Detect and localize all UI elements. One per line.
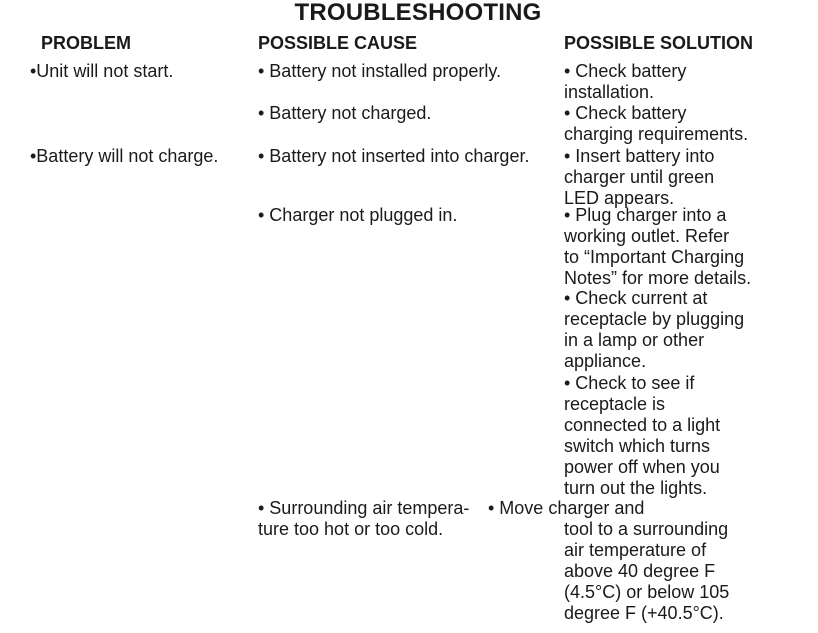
cause-air-temperature: • Surrounding air tempera- ture too hot or too cold. <box>258 498 470 539</box>
header-possible-solution: POSSIBLE SOLUTION <box>564 33 754 53</box>
solution-move-charger <box>488 498 729 624</box>
solution-move-charger-line: • Move charger and <box>488 498 645 518</box>
solution-check-current: • Check current at receptacle by plugging in a lamp or other appliance. <box>564 288 745 371</box>
solution-move-charger-line: degree F (+40.5°C). <box>564 603 724 623</box>
header-possible-cause: POSSIBLE CAUSE <box>258 33 418 53</box>
solution-move-charger-line: air temperature of <box>564 540 707 560</box>
problem-unit-will-not-start: •Unit will not start. <box>30 61 174 81</box>
solution-check-charging-requirements: • Check battery charging requirements. <box>564 103 749 144</box>
solution-insert-battery: • Insert battery into charger until green LED appears. <box>564 146 715 208</box>
cause-battery-not-inserted: • Battery not inserted into charger. <box>258 146 530 166</box>
solution-check-installation: • Check battery installation. <box>564 61 687 102</box>
solution-plug-charger: • Plug charger into a working outlet. Refer to “Important Charging Notes” for more details. <box>564 205 752 288</box>
cause-charger-not-plugged-in: • Charger not plugged in. <box>258 205 458 225</box>
solution-move-charger-line: tool to a surrounding <box>564 519 729 539</box>
solution-check-switch: • Check to see if receptacle is connected to a light switch which turns power off when you turn out the lights. <box>564 373 721 498</box>
header-problem: PROBLEM <box>41 33 131 53</box>
problem-battery-will-not-charge: •Battery will not charge. <box>30 146 219 166</box>
cause-battery-not-charged: • Battery not charged. <box>258 103 432 123</box>
solution-move-charger-line: above 40 degree F <box>564 561 716 581</box>
page-title: TROUBLESHOOTING <box>294 0 542 26</box>
cause-battery-not-installed: • Battery not installed properly. <box>258 61 502 81</box>
solution-move-charger-line: (4.5°C) or below 105 <box>564 582 730 602</box>
